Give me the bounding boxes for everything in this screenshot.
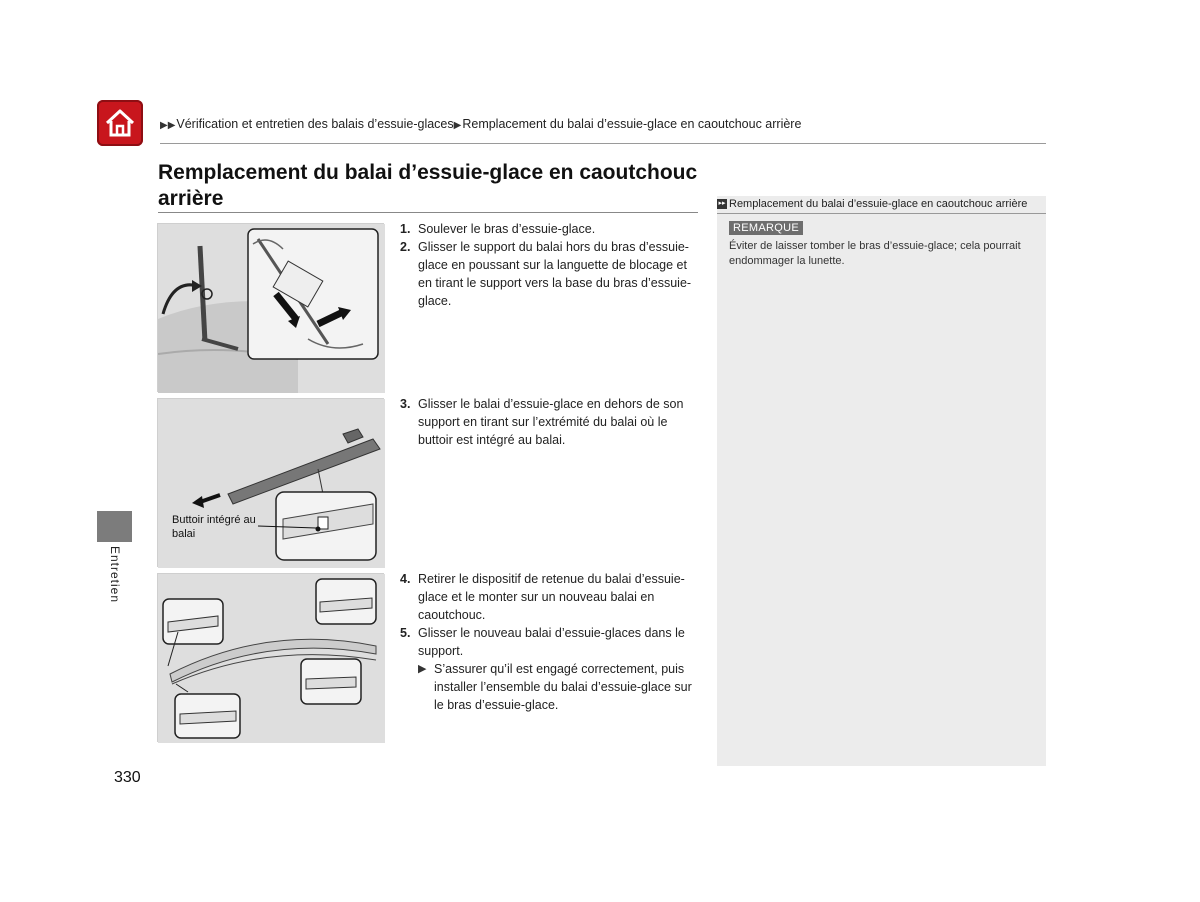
breadcrumb [160, 117, 801, 131]
steps-group-2 [400, 395, 700, 449]
step-item [400, 624, 700, 660]
sub-step-item [400, 660, 700, 714]
sub-step-text: S’assurer qu’il est engagé correctement, puis installer l’ensemble du balai d’essuie-glace sur le bras d’essuie-glace. [434, 662, 692, 712]
section-tab-label: Entretien [108, 546, 122, 604]
double-arrow-icon: ▸▸ [718, 200, 726, 208]
step-text: Soulever le bras d’essuie-glace. [418, 222, 596, 236]
breadcrumb-arrow-icon: ▶▶ [160, 120, 176, 131]
step-text: Retirer le dispositif de retenue du balai d’essuie-glace et le monter sur un nouveau balai en caoutchouc. [418, 572, 685, 622]
page-title: Remplacement du balai d’essuie-glace en caoutchouc arrière [158, 161, 698, 210]
figure-slide-blade [157, 398, 384, 567]
side-note-divider [717, 213, 1046, 214]
step-item [400, 570, 700, 624]
figure-callout: Buttoir intégré au balai [172, 514, 256, 540]
breadcrumb-current: Remplacement du balai d’essuie-glace en caoutchouc arrière [462, 117, 802, 131]
section-tab-marker[interactable] [97, 511, 132, 542]
home-icon[interactable] [97, 100, 143, 146]
title-divider [158, 212, 698, 213]
step-number: 2. [400, 240, 411, 254]
breadcrumb-parent-link[interactable]: Vérification et entretien des balais d’essuie-glaces [176, 117, 454, 131]
step-number: 4. [400, 572, 411, 586]
breadcrumb-arrow-icon: ▶ [453, 120, 462, 131]
step-text: Glisser le balai d’essuie-glace en dehors de son support en tirant sur l’extrémité du balai où le buttoir est intégré au balai. [418, 397, 684, 447]
bullet-arrow-icon: ▶ [418, 663, 427, 675]
step-item [400, 238, 700, 310]
step-number: 3. [400, 397, 411, 411]
steps-group-3 [400, 570, 700, 714]
page-number: 330 [114, 769, 141, 786]
remarque-badge: REMARQUE [729, 221, 803, 235]
figure-lift-wiper-arm [157, 223, 384, 392]
step-text: Glisser le nouveau balai d’essuie-glaces dans le support. [418, 626, 685, 658]
step-item [400, 395, 700, 449]
step-number: 1. [400, 222, 411, 236]
side-note-title: Remplacement du balai d’essuie-glace en caoutchouc arrière [729, 198, 1028, 210]
step-item [400, 220, 700, 238]
figure-replace-rubber [157, 573, 384, 742]
side-note-text: Éviter de laisser tomber le bras d’essuie-glace; cela pourrait endommager la lunette. [729, 240, 1021, 267]
steps-group-1 [400, 220, 700, 310]
step-text: Glisser le support du balai hors du bras d’essuie-glace en poussant sur la languette de blocage et en tirant le support vers la base du bras d’essuie-glace. [418, 240, 692, 308]
side-note-panel [717, 196, 1046, 766]
header-divider [160, 143, 1046, 144]
side-note-header [717, 196, 1046, 210]
step-number: 5. [400, 626, 411, 640]
